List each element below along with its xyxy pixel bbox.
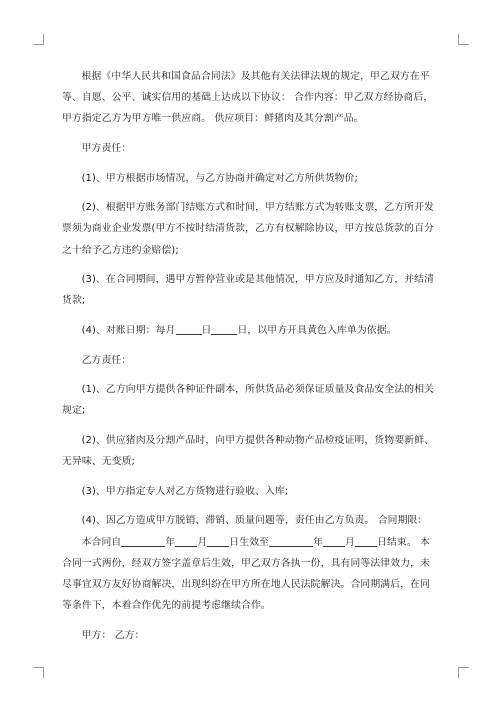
crop-mark-top-right [458, 34, 469, 45]
term-part-4: 日生效至 [229, 536, 270, 548]
signature-line: 甲方： 乙方： [81, 629, 145, 641]
term-part-2: 年 [165, 536, 176, 548]
blank-line [175, 535, 197, 547]
term-part-1: 本合同自 [81, 536, 122, 548]
crop-mark-bottom-right [458, 667, 469, 678]
blank-line [211, 323, 237, 335]
blank-line [121, 535, 165, 547]
party-a-clause-2: (2)、根据甲方账务部门结账方式和时间，甲方结账方式为转账支票，乙方所开发票须为商业企业发票(甲方不按时结清货款，乙方有权解除协议，甲方按总货款的百分之十给予乙方违约金赔偿); [62, 202, 435, 256]
document-body [62, 66, 438, 654]
contract-term-paragraph [62, 532, 438, 617]
term-part-6: 月 [345, 536, 355, 548]
blank-line [269, 535, 313, 547]
term-part-7: 日结束。 本合同一式两份，经双方签字盖章后生效，甲乙双方各执一份，具有同等法律效力，未尽事宜双方友好协商解决，出现纠纷在甲方所在地人民法院解决。合同期满后，在同等条件下，本着合作优先的前提考虑继续合作。 [62, 536, 431, 612]
crop-mark-top-left [33, 34, 44, 45]
crop-mark-bottom-left [33, 667, 44, 678]
clause-4-mid: 日 [201, 324, 212, 336]
party-b-clause-2: (2)、供应猪肉及分割产品时，向甲方提供各种动物产品检疫证明，货物要新鲜、无异味、无变质; [62, 434, 435, 468]
clause-4-suffix: 日，以甲方开具黄色入库单为依据。 [237, 324, 397, 336]
blank-line [355, 535, 377, 547]
party-a-clause-3: (3)、在合同期间，遇甲方暂停营业或是其他情况，甲方应及时通知乙方，并结清货款; [62, 274, 435, 307]
intro-paragraph: 根据《中华人民共和国食品合同法》及其他有关法律法规的规定，甲乙双方在平等、自愿、公平、诚实信用的基础上达成以下协议： 合作内容：甲乙双方经协商后，甲方指定乙方为甲方唯一供应商。 供应项目：鲜猪肉及其分割产品。 [62, 71, 434, 125]
party-a-clause-1: (1)、甲方根据市场情况，与乙方协商并确定对乙方所供货物价; [81, 172, 358, 184]
party-b-clause-4: (4)、因乙方造成甲方脱销、滞销、质量问题等，责任由乙方负责。 合同期限： [81, 515, 428, 527]
blank-line [176, 323, 202, 335]
term-part-3: 月 [197, 536, 208, 548]
clause-4-prefix: (4)、对账日期：每月 [81, 324, 176, 336]
blank-line [207, 535, 229, 547]
blank-line [323, 535, 345, 547]
party-b-clause-1: (1)、乙方向甲方提供各种证件副本，所供货品必须保证质量及食品安全法的相关规定; [62, 384, 435, 417]
party-b-clause-3: (3)、甲方指定专人对乙方货物进行验收、入库; [81, 485, 289, 497]
party-a-clause-4 [62, 320, 438, 341]
party-a-heading: 甲方责任： [81, 143, 132, 154]
party-b-heading: 乙方责任： [81, 354, 132, 366]
term-part-5: 年 [313, 536, 324, 548]
